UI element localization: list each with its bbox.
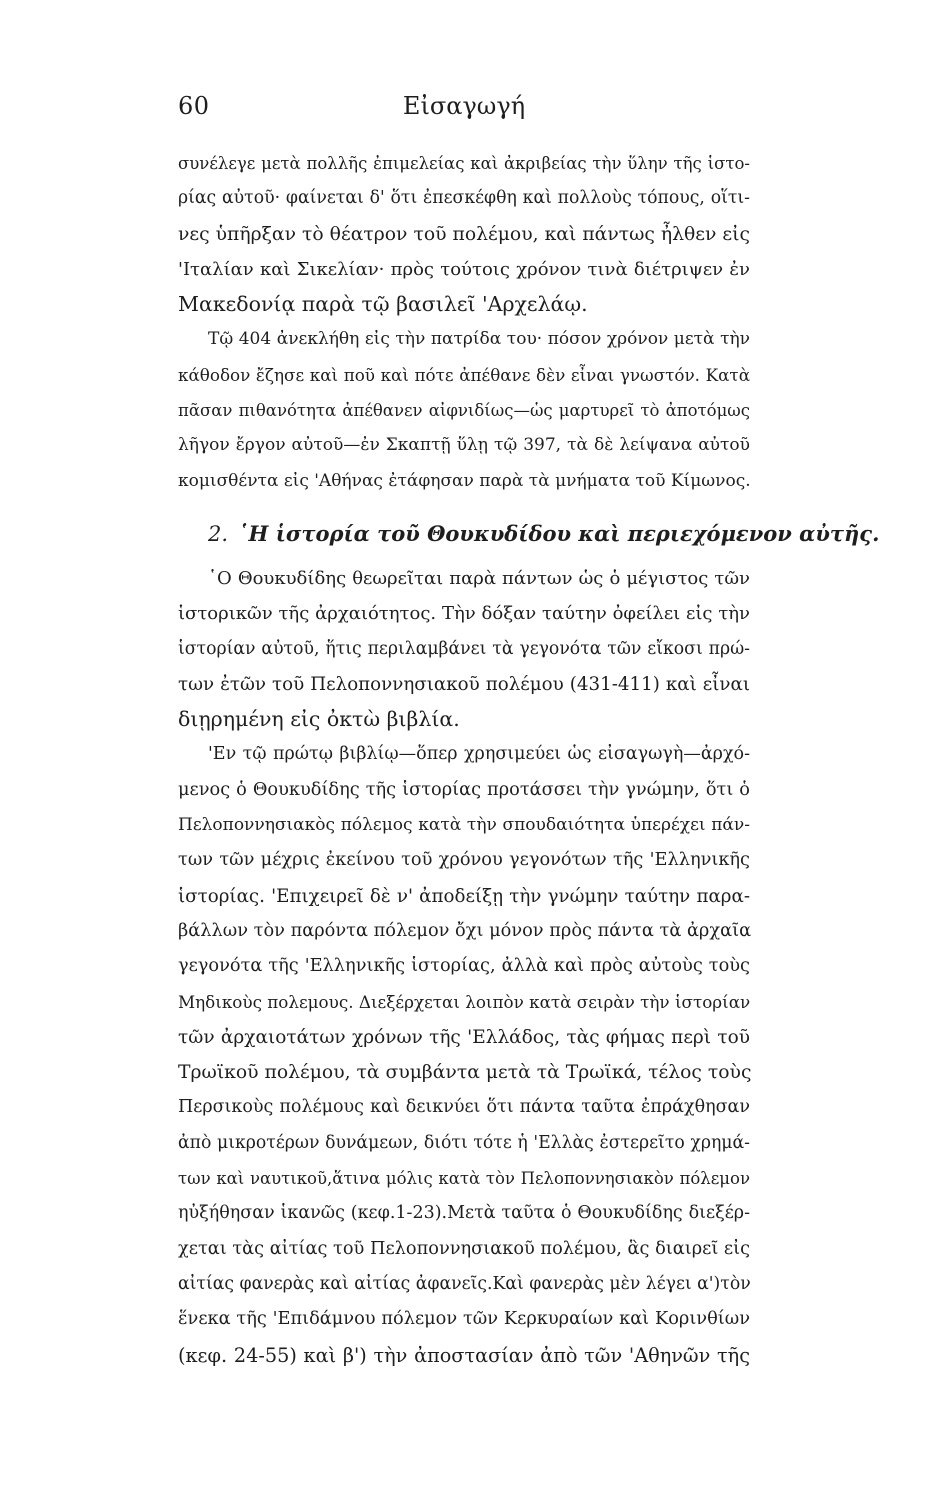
text-line: των καὶ ναυτικοῦ,ἅτινα μόλις κατὰ τὸν Πελοποννησιακὸν πόλεμον [178,1169,750,1189]
text-line: συνέλεγε μετὰ πολλῆς ἐπιμελείας καὶ ἀκριβείας τὴν ὕλην τῆς ἱστο- [178,154,750,173]
text-line: ἕνεκα τῆς 'Επιδάμνου πόλεμον τῶν Κερκυραίων καὶ Κορινθίων [178,1309,750,1330]
text-line: γεγονότα τῆς 'Ελληνικῆς ἱστορίας, ἀλλὰ καὶ πρὸς αὐτοὺς τοὺς [178,956,750,977]
text-line: κομισθέντα εἰς 'Αθήνας ἐτάφησαν παρὰ τὰ μνήματα τοῦ Κίμωνος. [178,470,751,491]
text-line: ἀπὸ μικροτέρων δυνάμεων, διότι τότε ἡ 'Ελλὰς ἐστερεῖτο χρημά- [178,1132,750,1153]
section-title: ῾Η ἱστορία τοῦ Θουκυδίδου καὶ περιεχόμενον αὐτῆς. [238,520,880,546]
text-line: λῆγον ἔργον αὐτοῦ—ἐν Σκαπτῇ ὕλῃ τῷ 397, τὰ δὲ λείψανα αὐτοῦ [178,435,750,456]
running-head [178,92,750,132]
text-line: ῾Ο Θουκυδίδης θεωρεῖται παρὰ πάντων ὡς ὁ μέγιστος τῶν [208,567,750,589]
text-line: Μακεδονίᾳ παρὰ τῷ βασιλεῖ 'Αρχελάῳ. [178,292,588,317]
text-line: τῶν ἀρχαιοτάτων χρόνων τῆς 'Ελλάδος, τὰς φήμας περὶ τοῦ [178,1026,750,1048]
paragraph [178,322,750,498]
page-number: 60 [178,92,210,120]
section-number: 2. [208,521,229,546]
text-line: Πελοποννησιακὸς πόλεμος κατὰ τὴν σπουδαιότητα ὑπερέχει πάν- [178,815,750,836]
text-line: αἰτίας φανερὰς καὶ αἰτίας ἀφανεῖς.Καὶ φανερὰς μὲν λέγει α')τὸν [178,1273,751,1294]
text-line: διῃρημένη εἰς ὀκτὼ βιβλία. [178,707,460,732]
text-line: πᾶσαν πιθανότητα ἀπέθανεν αἰφνιδίως—ὡς μαρτυρεῖ τὸ ἀποτόμως [178,401,750,421]
paragraph [178,146,750,322]
text-line: ἱστορίαν αὐτοῦ, ἥτις περιλαμβάνει τὰ γεγονότα τῶν εἴκοσι πρώ- [178,638,750,659]
paragraph [178,737,750,1372]
text-line: Τρωϊκοῦ πολέμου, τὰ συμβάντα μετὰ τὰ Τρωϊκά, τέλος τοὺς [178,1062,752,1084]
text-line: νες ὑπῆρξαν τὸ θέατρον τοῦ πολέμου, καὶ πάντως ἦλθεν εἰς [178,223,750,245]
section-heading [178,517,880,551]
text-line: 'Εν τῷ πρώτῳ βιβλίῳ—ὅπερ χρησιμεύει ὡς εἰσαγωγὴ—ἀρχό- [208,744,750,765]
text-line: των ἐτῶν τοῦ Πελοποννησιακοῦ πολέμου (431-411) καὶ εἶναι [178,673,750,695]
text-line: (κεφ. 24-55) καὶ β') τὴν ἀποστασίαν ἀπὸ τῶν 'Αθηνῶν τῆς [178,1343,750,1367]
text-line: των τῶν μέχρις ἐκείνου τοῦ χρόνου γεγονότων τῆς 'Ελληνικῆς [178,850,750,871]
text-line: ἱστορίας. 'Επιχειρεῖ δὲ ν' ἀποδείξῃ τὴν γνώμην ταύτην παρα- [178,885,750,907]
text-line: ἱστορικῶν τῆς ἀρχαιότητος. Τὴν δόξαν ταύτην ὀφείλει εἰς τὴν [178,603,750,625]
text-line: χεται τὰς αἰτίας τοῦ Πελοποννησιακοῦ πολέμου, ἃς διαιρεῖ εἰς [178,1238,751,1259]
text-line: ηὐξήθησαν ἱκανῶς (κεφ.1-23).Μετὰ ταῦτα ὁ Θουκυδίδης διεξέρ- [178,1203,750,1224]
text-line: 'Ιταλίαν καὶ Σικελίαν· πρὸς τούτοις χρόνον τινὰ διέτριψεν ἐν [178,258,750,280]
text-line: Μηδικοὺς πολεμους. Διεξέρχεται λοιπὸν κατὰ σειρὰν τὴν ἱστορίαν [178,991,751,1012]
text-line: ρίας αὐτοῦ· φαίνεται δ' ὅτι ἐπεσκέφθη καὶ πολλοὺς τόπους, οἵτι- [178,188,750,209]
text-line: Περσικοὺς πολέμους καὶ δεικνύει ὅτι πάντα ταῦτα ἐπράχθησαν [178,1097,750,1118]
text-line: μενος ὁ Θουκυδίδης τῆς ἱστορίας προτάσσει τὴν γνώμην, ὅτι ὁ [178,779,750,800]
text-line: βάλλων τὸν παρόντα πόλεμον ὄχι μόνον πρὸς πάντα τὰ ἀρχαῖα [178,920,752,941]
running-title: Εἰσαγωγή [402,92,526,120]
body-text [178,146,880,1373]
paragraph [178,561,750,737]
text-line: κάθοδον ἔζησε καὶ ποῦ καὶ πότε ἀπέθανε δὲν εἶναι γνωστόν. Κατὰ [178,364,750,385]
text-line: Τῷ 404 ἀνεκλήθη εἰς τὴν πατρίδα του· πόσον χρόνον μετὰ τὴν [208,329,750,350]
